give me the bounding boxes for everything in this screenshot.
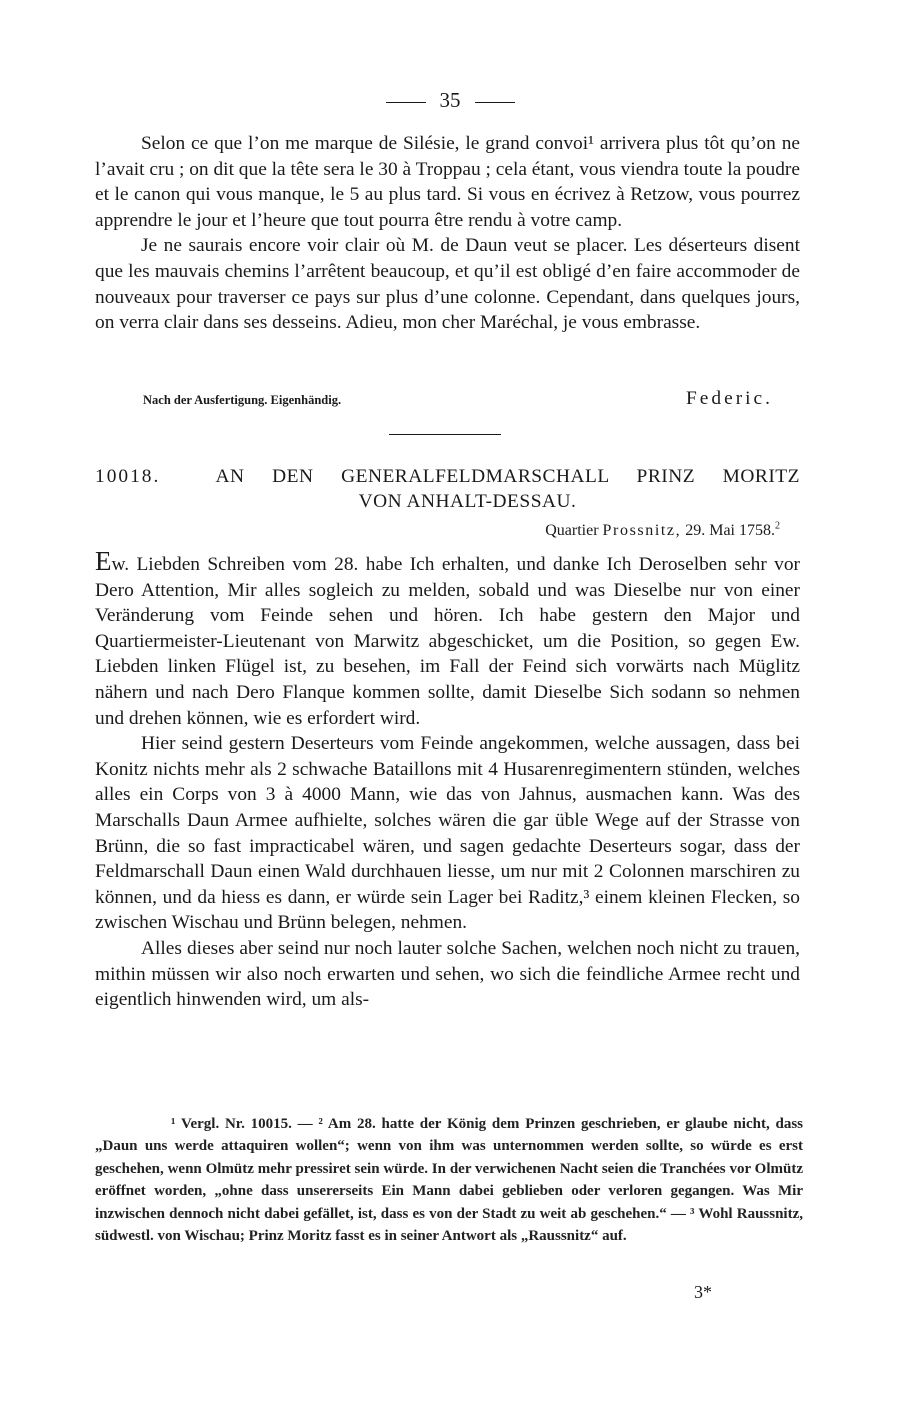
date-footnote-ref: 2 xyxy=(775,520,780,532)
heading-line-1 xyxy=(95,464,800,489)
page-header xyxy=(0,88,900,113)
paragraph-text: w. Liebden Schreiben vom 28. habe Ich erhalten, und danke Ich Deroselben sehr vor Dero Attention, Mir alles sogleich zu melden, sobald und was Dieselbe nur von einer Veränderung vom Feinde sehen und hören. Ich habe gestern den Major und Quartiermeister-Lieutenant von Marwitz abgeschicket, um die Position, so gegen Ew. Liebden linken Flügel ist, zu besehen, im Fall der Feind sich vorwärts nach Müglitz nähern und nach Dero Flanque kommen sollte, damit Dieselbe Sich sodann so nehmen und drehen können, wie es erfordert wird. xyxy=(95,554,800,729)
initial-letter: E xyxy=(95,546,112,576)
source-note: Nach der Ausfertigung. Eigenhändig. xyxy=(143,393,342,407)
paragraph xyxy=(95,546,800,731)
page-number: 35 xyxy=(439,88,461,112)
header-dash-right xyxy=(475,102,515,103)
footnotes xyxy=(95,1113,803,1247)
dateline xyxy=(545,522,780,540)
paragraph: Hier seind gestern Deserteurs vom Feinde angekommen, welche aussagen, dass bei Konitz nichts mehr als 2 schwache Bataillons mit 4 Husarenregimentern stünden, welches alles ein Corps von 3 à 4000 Mann, wie das von Jahnus, ausmachen kann. Was des Marschalls Daun Armee aufhielte, solches wären die gar üble Wege auf der Strasse von Brünn, die so fast impracticabel wären, und sagen gedachte Deserteurs sogar, dass der Feldmarschall Daun einen Wald durchhauen liesse, um nur mit 2 Colonnen marschiren zu können, und da hiess es dann, er würde sein Lager bei Raditz,³ einem kleinen Flecken, so zwischen Wischau und Brünn belegen, nehmen. xyxy=(95,733,800,934)
letter-body xyxy=(95,546,800,1013)
previous-letter-body xyxy=(95,131,800,336)
date-rest: 29. Mai 1758. xyxy=(685,522,775,539)
source-note-line xyxy=(143,388,783,409)
date-prefix: Quartier xyxy=(545,522,599,539)
signature: Federic. xyxy=(686,388,773,409)
date-place: Prossnitz, xyxy=(602,522,682,539)
heading-line-2: VON ANHALT-DESSAU. xyxy=(358,491,577,512)
letter-number: 10018. xyxy=(95,466,161,487)
paragraph: Alles dieses aber seind nur noch lauter solche Sachen, welchen noch nicht zu trauen, mithin müssen wir also noch erwarten und sehen, wo sich die feindliche Armee recht und eigentlich hinwenden wird, um als- xyxy=(95,937,800,1011)
paragraph: Je ne saurais encore voir clair où M. de Daun veut se placer. Les déserteurs disent que les mauvais chemins l’arrêtent beaucoup, et qu’il est obligé d’en faire accommoder de nouveaux pour traverser ce pays sur plus d’une colonne. Cependant, dans quelques jours, on verra clair dans ses desseins. Adieu, mon cher Maréchal, je vous embrasse. xyxy=(95,235,800,334)
footnote-text: ¹ Vergl. Nr. 10015. — ² Am 28. hatte der König dem Prinzen geschrieben, er glaube nicht, dass „Daun uns werde attaquiren wollen“; wenn von ihm was unternommen werden sollte, so würde es erst geschehen, wenn Olmütz mehr pressiret sein würde. In der verwichenen Nacht seien die Tranchées vor Olmütz eröffnet worden, „ohne dass unsererseits Ein Mann dabei geblieben oder verloren gegangen. Was Mir inzwischen dennoch nicht dabei gefället, ist, dass es von der Stadt zu weit ab geschehen.“ — ³ Wohl Raussnitz, südwestl. von Wischau; Prinz Moritz fasst es in seiner Antwort als „Raussnitz“ auf. xyxy=(95,1116,803,1245)
section-divider xyxy=(389,434,501,435)
heading-title-1: AN DEN GENERALFELDMARSCHALL PRINZ MORITZ xyxy=(215,466,800,487)
paragraph: Selon ce que l’on me marque de Silésie, le grand convoi¹ arrivera plus tôt qu’on ne l’avait cru ; on dit que la tête sera le 30 à Troppau ; cela étant, vous viendra toute la poudre et le canon qui vous manque, le 5 au plus tard. Si vous en écrivez à Retzow, vous pourrez apprendre le jour et l’heure que tout pourra être rendu à votre camp. xyxy=(95,133,800,231)
letter-heading xyxy=(95,464,800,514)
printer-signature-mark: 3* xyxy=(694,1282,712,1302)
header-dash-left xyxy=(386,102,426,103)
